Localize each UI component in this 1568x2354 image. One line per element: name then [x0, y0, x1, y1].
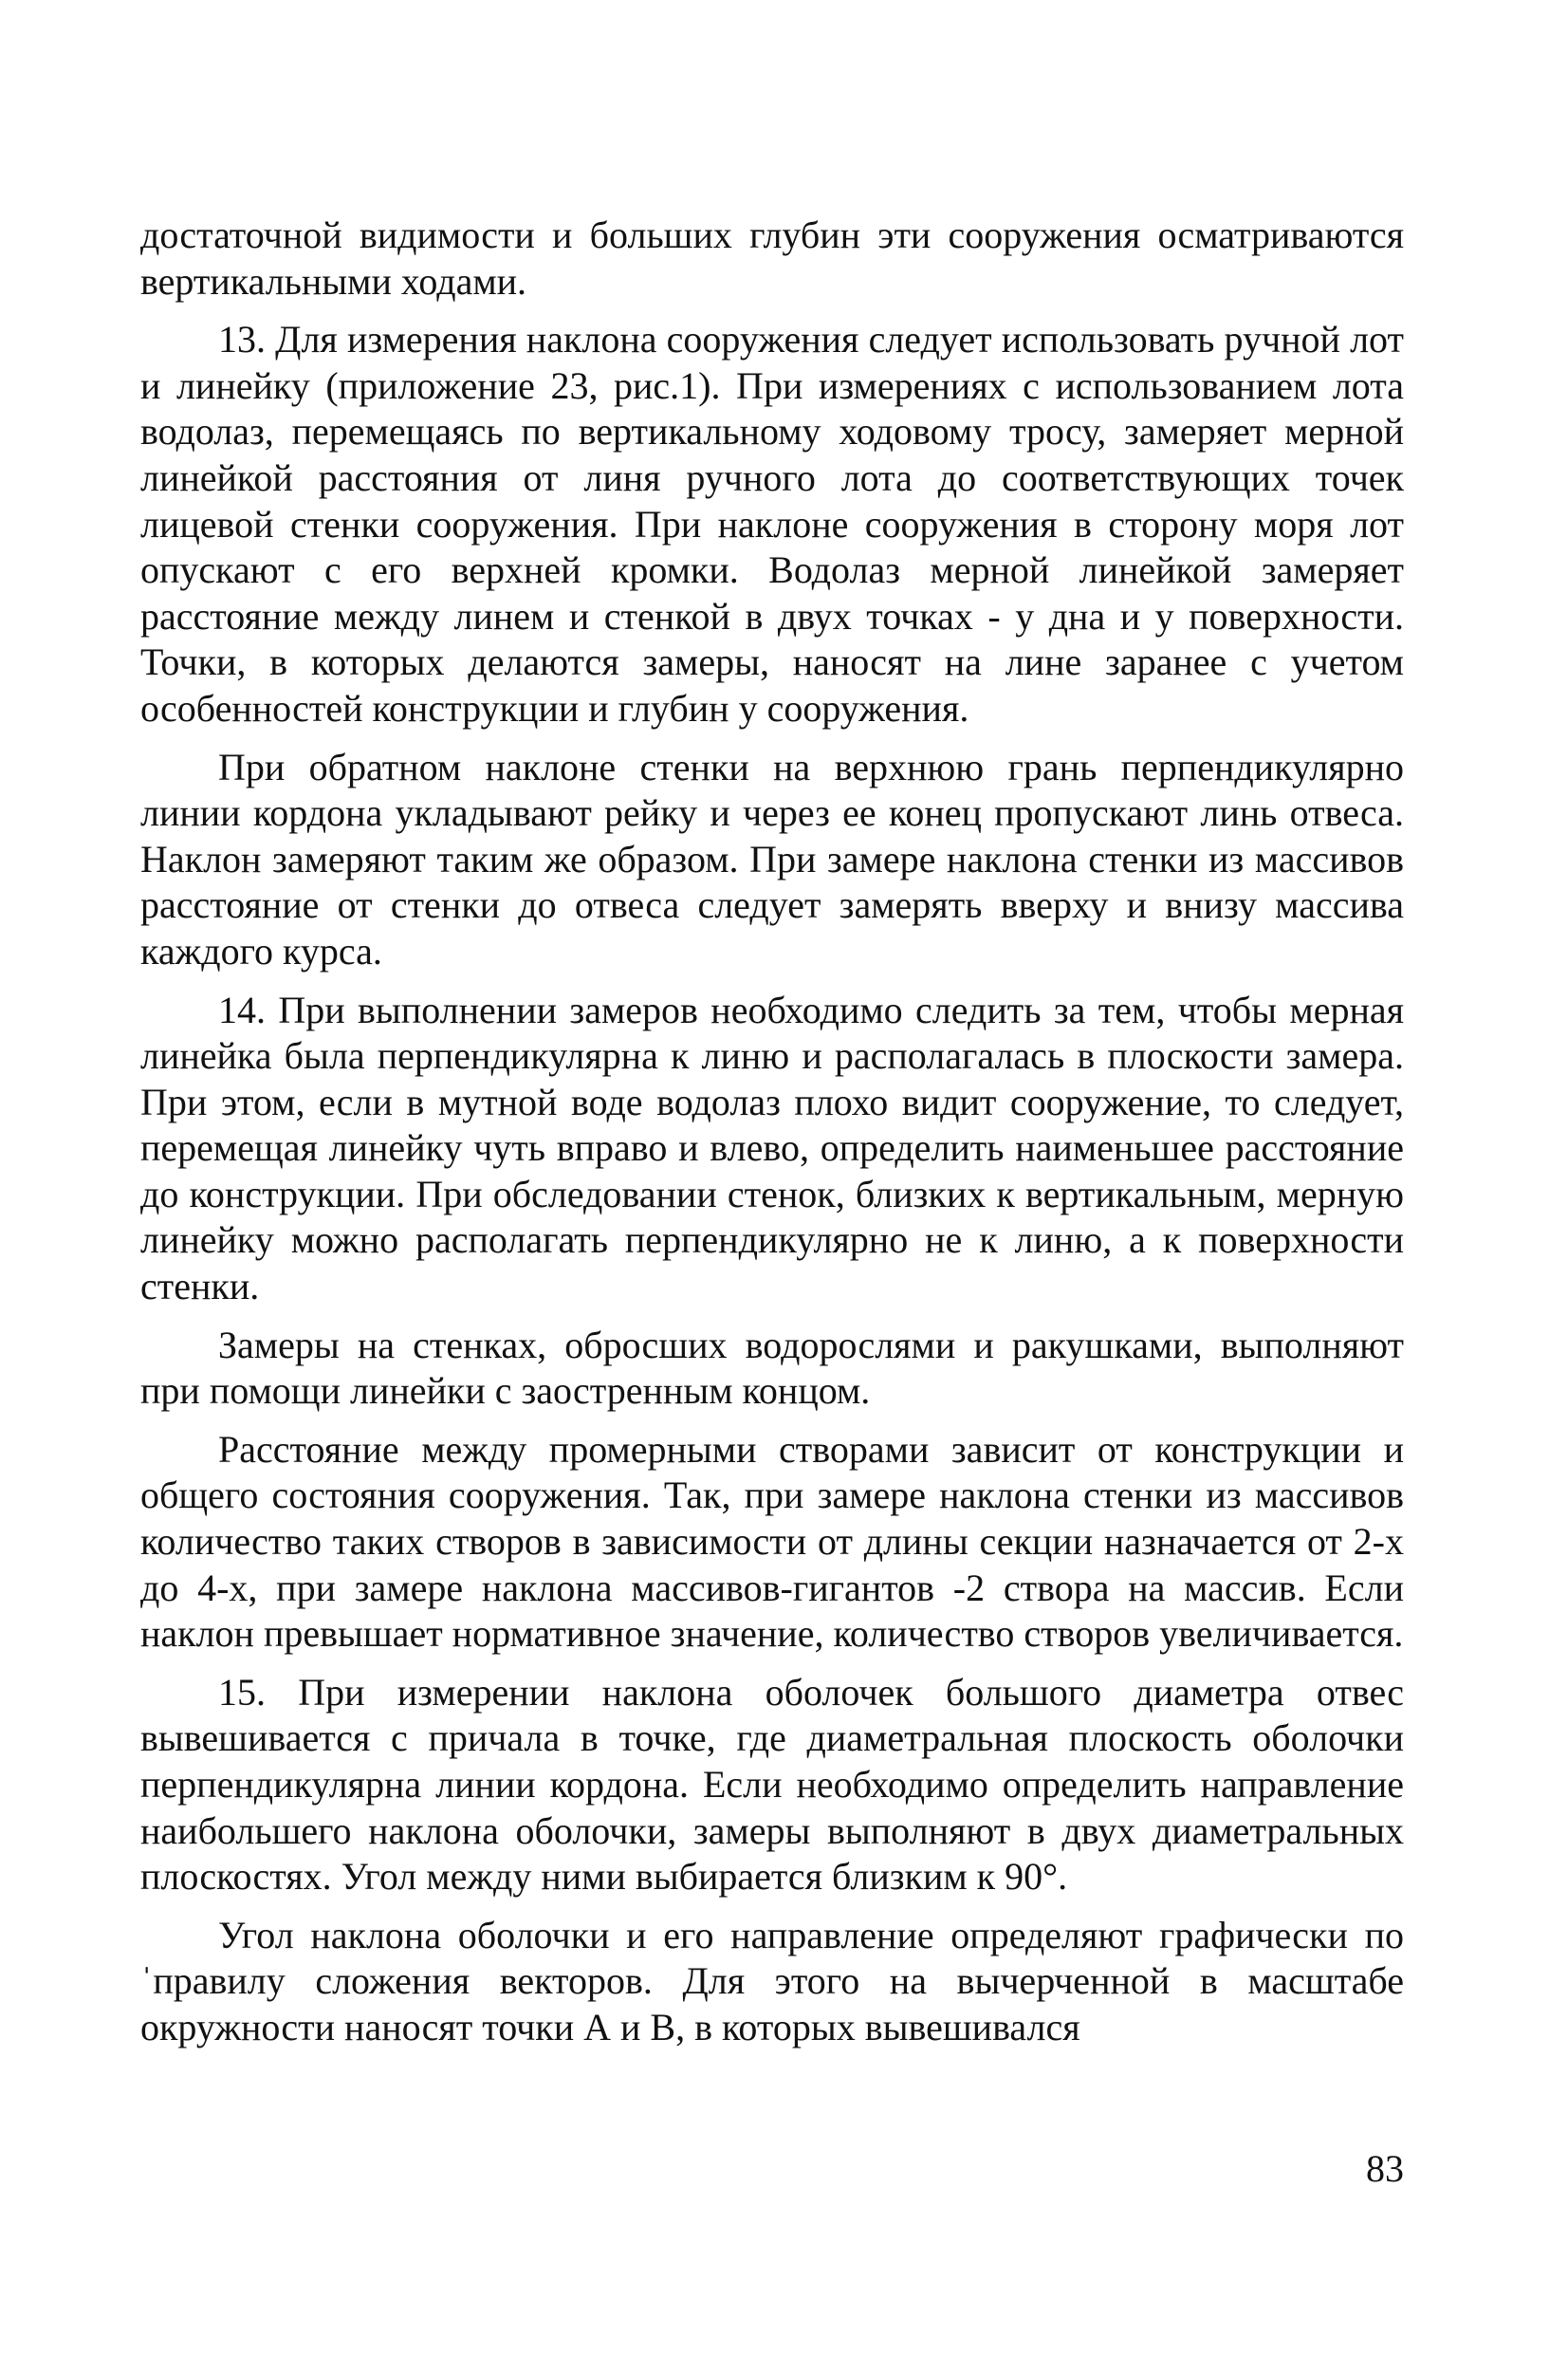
paragraph-15-shell-incline: 15. При измерении наклона оболочек большого диаметра отвес вывешивается с причала в точке, где диаметральная плоскость оболочки перпендикулярна линии кордона. Если необходимо определить направление наибольшего наклона оболочки, замеры выполняют в двух диаметральных плоскостях. Угол между ними выбирается близким к 90°.: [140, 1670, 1404, 1899]
paragraph-vector-method: Угол наклона оболочки и его направление определяют графически по ˈправилу сложения векторов. Для этого на вычерченной в масштабе окружности наносят точки А и В, в которых вывешивался: [140, 1913, 1404, 2048]
paragraph-continuation: достаточной видимости и больших глубин эти сооружения осматриваются вертикальными ходами.: [140, 213, 1404, 303]
page-number: 83: [1366, 2147, 1404, 2190]
paragraph-survey-lines-distance: Расстояние между промерными створами зависит от конструкции и общего состояния сооружения. Так, при замере наклона стенки из массивов количество таких створов в зависимости от длины секции назначается от 2-х до 4-х, при замере наклона массивов-гигантов -2 створа на массив. Если наклон превышает нормативное значение, количество створов увеличивается.: [140, 1427, 1404, 1656]
page-body: [140, 213, 1404, 2064]
paragraph-overgrown-walls: Замеры на стенках, обросших водорослями и ракушками, выполняют при помощи линейки с заостренным концом.: [140, 1323, 1404, 1413]
paragraph-14-measurement-rules: 14. При выполнении замеров необходимо следить за тем, чтобы мерная линейка была перпендикулярна к линю и располагалась в плоскости замера. При этом, если в мутной воде водолаз плохо видит сооружение, то следует, перемещая линейку чуть вправо и влево, определить наименьшее расстояние до конструкции. При обследовании стенок, близких к вертикальным, мерную линейку можно располагать перпендикулярно не к линю, а к поверхности стенки.: [140, 988, 1404, 1308]
paragraph-13-measuring-tools: 13. Для измерения наклона сооружения следует использовать ручной лот и линейку (приложение 23, рис.1). При измерениях с использованием лота водолаз, перемещаясь по вертикальному ходовому тросу, замеряет мерной линейкой расстояния от линя ручного лота до соответствующих точек лицевой стенки сооружения. При наклоне сооружения в сторону моря лот опускают с его верхней кромки. Водолаз мерной линейкой замеряет расстояние между линем и стенкой в двух точках - у дна и у поверхности. Точки, в которых делаются замеры, наносят на лине заранее с учетом особенностей конструкции и глубин у сооружения.: [140, 318, 1404, 730]
paragraph-reverse-incline: При обратном наклоне стенки на верхнюю грань перпендикулярно линии кордона укладывают рейку и через ее конец пропускают линь отвеса. Наклон замеряют таким же образом. При замере наклона стенки из массивов расстояние от стенки до отвеса следует замерять вверху и внизу массива каждого курса.: [140, 745, 1404, 973]
